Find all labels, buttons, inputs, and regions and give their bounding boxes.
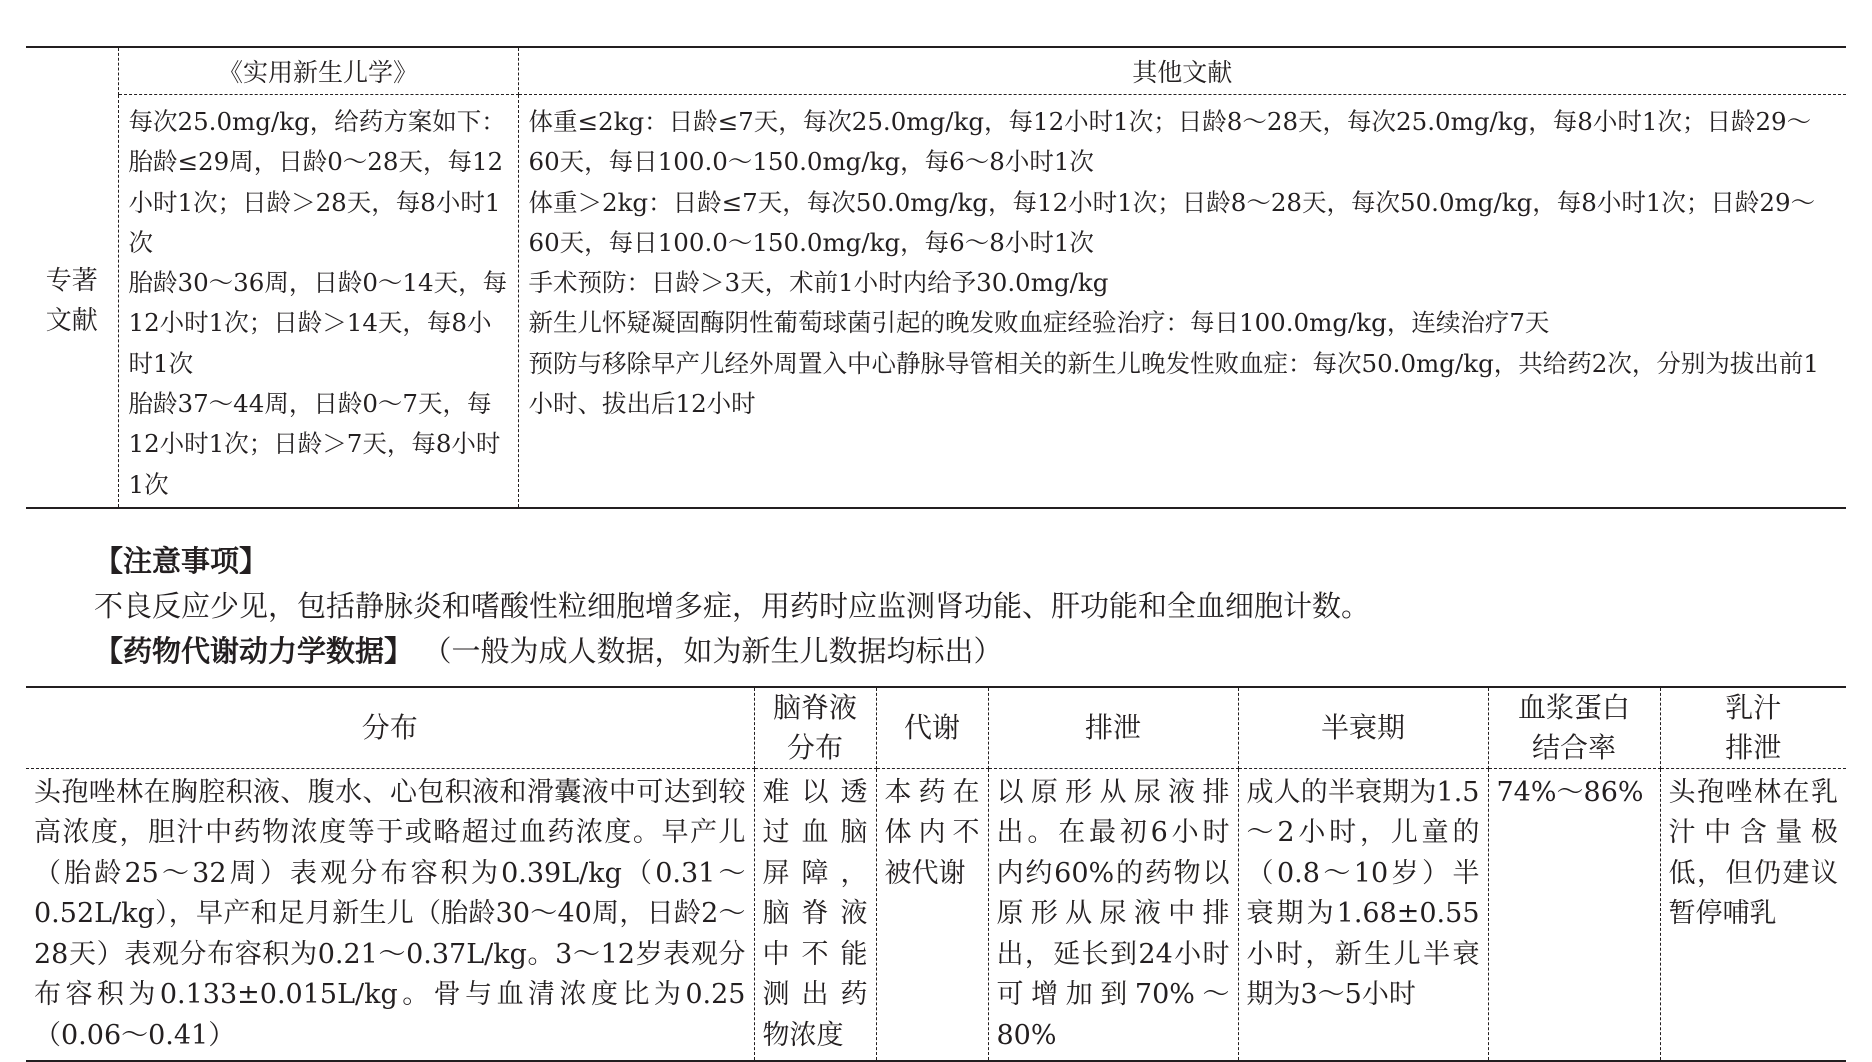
dosage-table-corner-cell <box>26 47 118 95</box>
csf-header-line-2: 分布 <box>786 730 843 764</box>
milk-cell: 头孢唑林在乳汁中含量极低，但仍建议暂停哺乳 <box>1668 776 1838 930</box>
protein-binding-cell: 74%～86% <box>1488 768 1660 1061</box>
col-header-practical: 《实用新生儿学》 <box>118 47 518 95</box>
col-header-other: 其他文献 <box>518 47 1846 95</box>
practical-dosage-cell <box>118 95 518 508</box>
row-header-monograph <box>26 95 118 508</box>
protein-header-line-2: 结合率 <box>1531 730 1616 764</box>
precautions-text: 不良反应少见，包括静脉炎和嗜酸性粒细胞增多症，用药时应监测肾功能、肝功能和全血细胞计数。 <box>94 588 1371 623</box>
other-line: 手术预防：日龄＞3天，术前1小时内给予30.0mg/kg <box>528 268 1109 298</box>
page <box>26 46 1846 1062</box>
dosage-table-header-row <box>26 47 1846 95</box>
col-header-half-life: 半衰期 <box>1238 687 1488 769</box>
metabolism-cell: 本药在体内不被代谢 <box>876 768 988 1061</box>
other-line: 预防与移除早产儿经外周置入中心静脉导管相关的新生儿晚发性败血症：每次50.0mg/kg，共给药2次，分别为拔出前1小时、拔出后12小时 <box>528 348 1819 419</box>
practical-line: 每次25.0mg/kg，给药方案如下： <box>128 107 506 136</box>
csf-cell: 难以透过血脑屏障，脑脊液中不能测出药物浓度 <box>754 768 876 1061</box>
row-header-line-1: 专著 <box>45 265 98 296</box>
pk-table-header-row <box>26 687 1846 769</box>
pk-title: 【药物代谢动力学数据】 <box>94 633 414 668</box>
dosage-table <box>26 46 1846 509</box>
col-header-protein-binding <box>1488 687 1660 769</box>
col-header-metabolism: 代谢 <box>876 687 988 769</box>
col-header-milk <box>1660 687 1846 769</box>
dosage-table-body-row <box>26 95 1846 508</box>
distribution-cell: 头孢唑林在胸腔积液、腹水、心包积液和滑囊液中可达到较高浓度，胆汁中药物浓度等于或略超过血药浓度。早产儿（胎龄25～32周）表观分布容积为0.39L/kg（0.31～0.52L/kg），早产和足月新生儿（胎龄30～40周，日龄2～28天）表观分布容积为0.21～0.37L/kg。3～12岁表观分布容积为0.133±0.015L/kg。骨与血清浓度比为0.25（0.06～0.41） <box>26 768 754 1061</box>
other-dosage-cell <box>518 95 1846 508</box>
col-header-csf <box>754 687 876 769</box>
pk-subtitle: （一般为成人数据，如为新生儿数据均标出） <box>437 633 1003 668</box>
csf-header-line-1: 脑脊液 <box>772 690 857 724</box>
half-life-cell: 成人的半衰期为1.5～2小时，儿童的（0.8～10岁）半衰期为1.68±0.55小时，新生儿半衰期为3～5小时 <box>1238 768 1488 1061</box>
pk-heading-row <box>26 629 1846 674</box>
other-line: 体重＞2kg：日龄≤7天，每次50.0mg/kg，每12小时1次；日龄8～28天，每次50.0mg/kg，每8小时1次；日龄29～60天，每日100.0～150.0mg/kg，每6～8小时1次 <box>528 187 1816 257</box>
other-line: 体重≤2kg：日龄≤7天，每次25.0mg/kg，每12小时1次；日龄8～28天，每次25.0mg/kg，每8小时1次；日龄29～60天，每日100.0～150.0mg/kg，每6～8小时1次 <box>528 107 1812 177</box>
notes-section <box>26 539 1846 674</box>
pk-table-row <box>26 768 1846 1061</box>
practical-line: 胎龄37～44周，日龄0～7天，每12小时1次；日龄＞7天，每8小时1次 <box>128 389 501 499</box>
protein-header-line-1: 血浆蛋白 <box>1517 690 1630 724</box>
milk-header-line-2: 排泄 <box>1725 730 1782 764</box>
col-header-distribution: 分布 <box>26 687 754 769</box>
row-header-line-2: 文献 <box>45 305 98 336</box>
precautions-heading-row <box>26 539 1846 584</box>
col-header-excretion: 排泄 <box>988 687 1238 769</box>
practical-line: 胎龄30～36周，日龄0～14天，每12小时1次；日龄＞14天，每8小时1次 <box>128 268 508 378</box>
other-line: 新生儿怀疑凝固酶阴性葡萄球菌引起的晚发败血症经验治疗：每日100.0mg/kg，连续治疗7天 <box>528 308 1550 338</box>
milk-header-line-1: 乳汁 <box>1725 690 1782 724</box>
precautions-title: 【注意事项】 <box>94 543 269 578</box>
practical-line: 胎龄≤29周，日龄0～28天，每12小时1次；日龄＞28天，每8小时1次 <box>128 147 504 257</box>
excretion-cell: 以原形从尿液排出。在最初6小时内约60%的药物以原形从尿液中排出，延长到24小时可增加到70%～80% <box>988 768 1238 1061</box>
pk-table <box>26 686 1846 1062</box>
